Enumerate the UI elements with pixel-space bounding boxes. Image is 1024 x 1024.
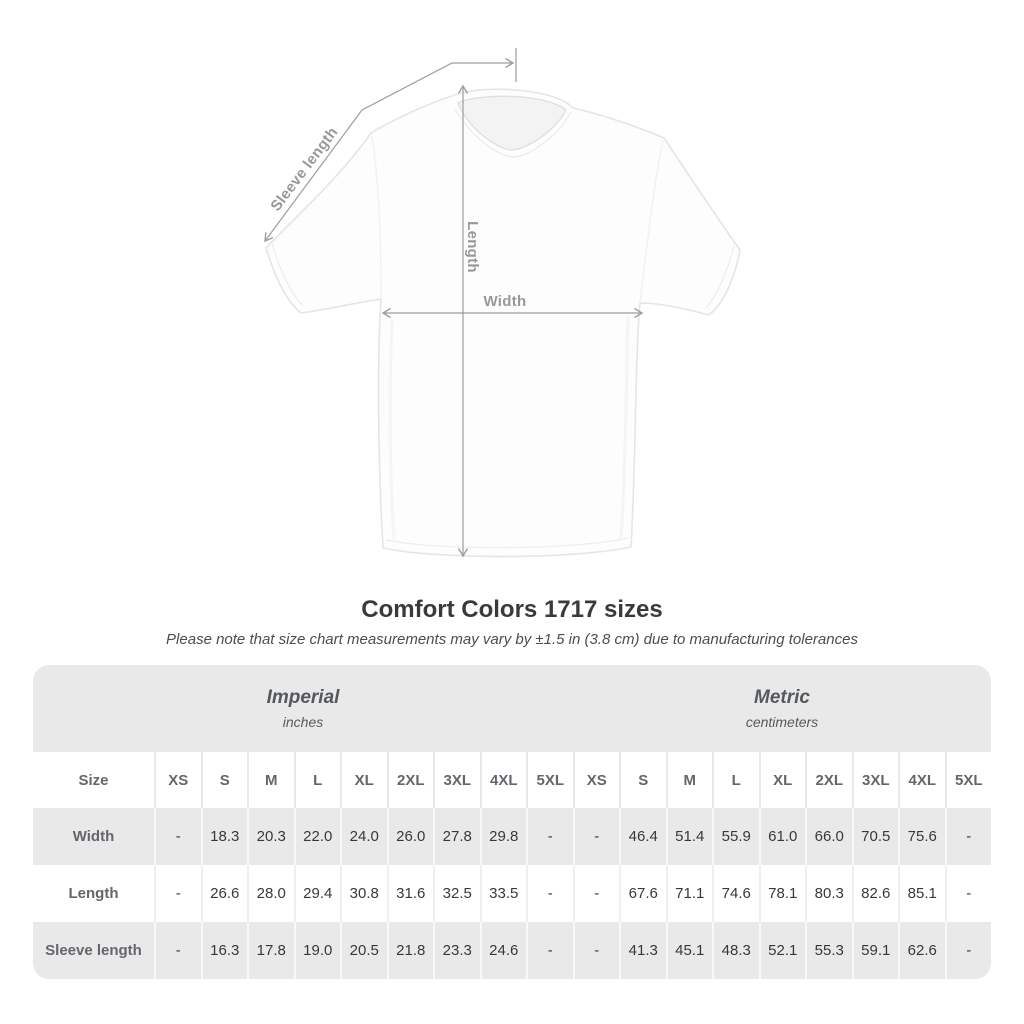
- measurement-value: 17.8: [247, 922, 294, 979]
- measurement-value: 46.4: [619, 808, 666, 865]
- size-column-header: S: [619, 752, 666, 808]
- size-column-header: S: [201, 752, 248, 808]
- size-column-header: 2XL: [805, 752, 852, 808]
- sleeve-length-label: Sleeve length: [267, 124, 342, 215]
- size-column-header: L: [294, 752, 341, 808]
- measurement-value: 48.3: [712, 922, 759, 979]
- measurement-value: 75.6: [898, 808, 945, 865]
- size-column-header: M: [666, 752, 713, 808]
- measurement-value: -: [945, 922, 992, 979]
- row-label: Length: [68, 885, 119, 902]
- size-table-body: [33, 752, 991, 979]
- measurement-value: -: [154, 922, 201, 979]
- size-column-header: L: [712, 752, 759, 808]
- measurement-value: 62.6: [898, 922, 945, 979]
- measurement-value: 19.0: [294, 922, 341, 979]
- measurement-value: 16.3: [201, 922, 248, 979]
- size-header-row: [33, 752, 991, 808]
- measurement-value: -: [154, 865, 201, 922]
- measurement-value: 18.3: [201, 808, 248, 865]
- measurement-value: 45.1: [666, 922, 713, 979]
- measurement-value: 59.1: [852, 922, 899, 979]
- size-column-header: XL: [759, 752, 806, 808]
- width-label: Width: [483, 293, 527, 310]
- measurement-value: 32.5: [433, 865, 480, 922]
- measurement-value: 29.8: [480, 808, 527, 865]
- imperial-header: [33, 665, 573, 752]
- size-column-header: 5XL: [945, 752, 992, 808]
- measurement-value: -: [573, 865, 620, 922]
- measurement-value: -: [154, 808, 201, 865]
- measurement-value: -: [526, 865, 573, 922]
- row-label: Sleeve length: [45, 942, 142, 959]
- measurement-value: 22.0: [294, 808, 341, 865]
- measurement-value: 41.3: [619, 922, 666, 979]
- size-column-header: XL: [340, 752, 387, 808]
- metric-header: [573, 665, 991, 752]
- measurement-value: 20.5: [340, 922, 387, 979]
- measurement-value: 28.0: [247, 865, 294, 922]
- measurement-value: 21.8: [387, 922, 434, 979]
- length-label: Length: [464, 221, 481, 273]
- measurement-value: 26.6: [201, 865, 248, 922]
- size-column-header: 3XL: [433, 752, 480, 808]
- tshirt-illustration: [266, 89, 740, 556]
- size-chart-title: Comfort Colors 1717 sizes: [361, 596, 663, 623]
- size-header-label: Size: [78, 771, 109, 789]
- measurement-value: 20.3: [247, 808, 294, 865]
- measurement-value: 23.3: [433, 922, 480, 979]
- size-column-header: 2XL: [387, 752, 434, 808]
- size-column-header: XS: [154, 752, 201, 808]
- measurement-value: 71.1: [666, 865, 713, 922]
- unit-band: [33, 665, 991, 752]
- measurement-value: 29.4: [294, 865, 341, 922]
- measurement-value: -: [945, 808, 992, 865]
- measurement-value: 61.0: [759, 808, 806, 865]
- tolerance-note: Please note that size chart measurements may vary by ±1.5 in (3.8 cm) due to manufacturing tolerances: [166, 631, 858, 648]
- measurement-value: 82.6: [852, 865, 899, 922]
- measurement-value: -: [573, 922, 620, 979]
- measurement-value: 51.4: [666, 808, 713, 865]
- measurement-value: 30.8: [340, 865, 387, 922]
- row-label: Width: [72, 828, 115, 845]
- size-table: [33, 665, 991, 979]
- size-column-header: 5XL: [526, 752, 573, 808]
- measurement-value: 27.8: [433, 808, 480, 865]
- measurement-value: 85.1: [898, 865, 945, 922]
- metric-label: Metric: [754, 687, 810, 708]
- measurement-value: 67.6: [619, 865, 666, 922]
- measurement-value: 70.5: [852, 808, 899, 865]
- measurement-value: 55.3: [805, 922, 852, 979]
- measurement-value: -: [573, 808, 620, 865]
- measurement-value: -: [526, 808, 573, 865]
- measurement-value: 33.5: [480, 865, 527, 922]
- size-column-header: 3XL: [852, 752, 899, 808]
- measurement-value: 26.0: [387, 808, 434, 865]
- measurement-value: 55.9: [712, 808, 759, 865]
- table-row: [33, 808, 991, 865]
- size-column-header: 4XL: [480, 752, 527, 808]
- table-row: [33, 922, 991, 979]
- measurement-value: 74.6: [712, 865, 759, 922]
- measurement-value: 31.6: [387, 865, 434, 922]
- measurement-value: 78.1: [759, 865, 806, 922]
- measurement-value: 24.0: [340, 808, 387, 865]
- measurement-value: 24.6: [480, 922, 527, 979]
- measurement-value: -: [526, 922, 573, 979]
- imperial-label: Imperial: [266, 687, 340, 708]
- metric-unit-label: centimeters: [745, 714, 819, 730]
- size-column-header: XS: [573, 752, 620, 808]
- measurement-value: -: [945, 865, 992, 922]
- size-column-header: M: [247, 752, 294, 808]
- imperial-unit-label: inches: [282, 714, 324, 730]
- size-column-header: 4XL: [898, 752, 945, 808]
- measurement-value: 66.0: [805, 808, 852, 865]
- measurement-value: 80.3: [805, 865, 852, 922]
- table-row: [33, 865, 991, 922]
- measurement-value: 52.1: [759, 922, 806, 979]
